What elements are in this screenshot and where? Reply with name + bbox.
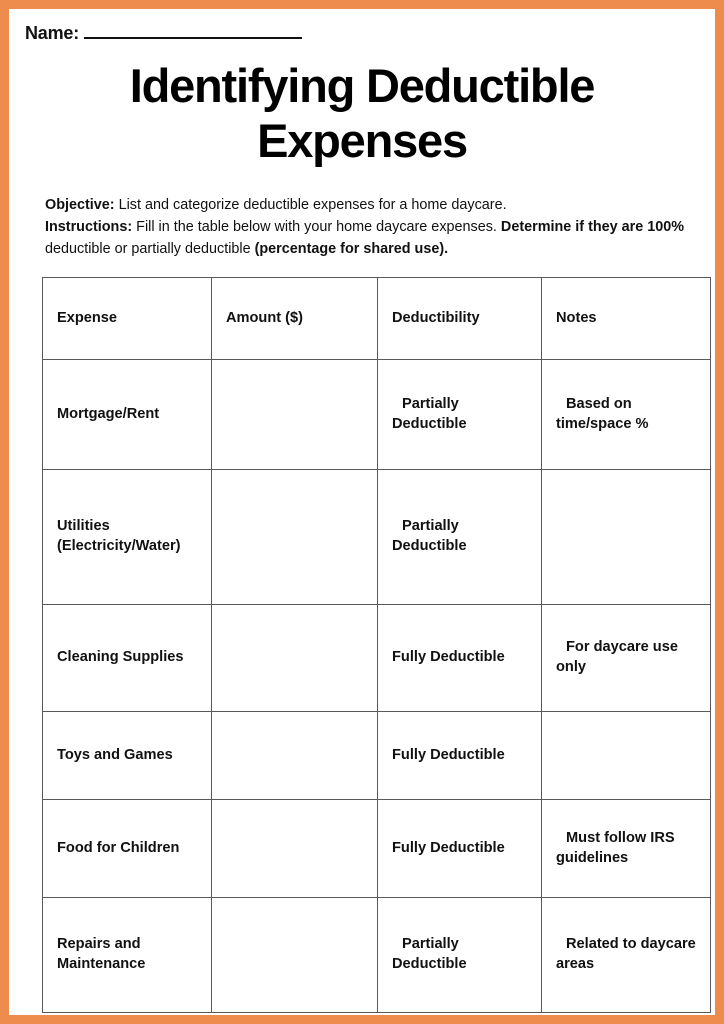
cell-amount-input[interactable] bbox=[212, 800, 378, 898]
cell-amount-input[interactable] bbox=[212, 712, 378, 800]
cell-amount-input[interactable] bbox=[212, 470, 378, 605]
table-row bbox=[43, 898, 711, 1013]
instructions-text-part-2: deductible or partially deductible bbox=[45, 240, 255, 257]
intro-block bbox=[45, 195, 705, 261]
cell-notes bbox=[542, 712, 711, 800]
expense-table bbox=[42, 277, 711, 1013]
column-header-expense: Expense bbox=[43, 278, 212, 360]
table-row bbox=[43, 800, 711, 898]
cell-expense: Cleaning Supplies bbox=[43, 605, 212, 712]
table-header-row bbox=[43, 278, 711, 360]
name-label: Name: bbox=[25, 23, 80, 43]
column-header-deductibility: Deductibility bbox=[378, 278, 542, 360]
cell-expense: Food for Children bbox=[43, 800, 212, 898]
cell-expense: Utilities (Electricity/Water) bbox=[43, 470, 212, 605]
cell-deductibility: Partially Deductible bbox=[378, 898, 542, 1013]
cell-deductibility: Partially Deductible bbox=[378, 360, 542, 470]
cell-amount-input[interactable] bbox=[212, 605, 378, 712]
cell-amount-input[interactable] bbox=[212, 898, 378, 1013]
cell-notes: For daycare use only bbox=[542, 605, 711, 712]
name-input-blank[interactable] bbox=[84, 23, 302, 39]
worksheet-sheet bbox=[9, 9, 715, 1015]
cell-deductibility: Fully Deductible bbox=[378, 800, 542, 898]
instructions-label: Instructions: bbox=[45, 218, 133, 235]
table-row bbox=[43, 470, 711, 605]
cell-deductibility: Partially Deductible bbox=[378, 470, 542, 605]
table-row bbox=[43, 712, 711, 800]
cell-expense: Mortgage/Rent bbox=[43, 360, 212, 470]
cell-notes bbox=[542, 470, 711, 605]
instructions-bold-part-1: Determine if they are 100% bbox=[500, 218, 685, 235]
objective-label: Objective: bbox=[45, 197, 115, 213]
cell-amount-input[interactable] bbox=[212, 360, 378, 470]
cell-notes: Must follow IRS guidelines bbox=[542, 800, 711, 898]
cell-expense: Repairs and Maintenance bbox=[43, 898, 212, 1013]
expense-table-wrapper bbox=[42, 277, 710, 1013]
table-row bbox=[43, 605, 711, 712]
cell-notes: Based on time/space % bbox=[542, 360, 711, 470]
name-field bbox=[25, 23, 302, 44]
cell-deductibility: Fully Deductible bbox=[378, 712, 542, 800]
instructions-bold-part-2: (percentage for shared use). bbox=[254, 240, 449, 257]
cell-expense: Toys and Games bbox=[43, 712, 212, 800]
instructions-text-part-1: Fill in the table below with your home daycare expenses. bbox=[132, 218, 501, 235]
cell-notes: Related to daycare areas bbox=[542, 898, 711, 1013]
column-header-amount: Amount ($) bbox=[212, 278, 378, 360]
column-header-notes: Notes bbox=[542, 278, 711, 360]
page-title: Identifying Deductible Expenses bbox=[129, 59, 595, 167]
objective-text: List and categorize deductible expenses for a home daycare. bbox=[114, 197, 507, 213]
instructions-line bbox=[45, 217, 705, 261]
objective-line bbox=[45, 195, 705, 217]
table-row bbox=[43, 360, 711, 470]
cell-deductibility: Fully Deductible bbox=[378, 605, 542, 712]
